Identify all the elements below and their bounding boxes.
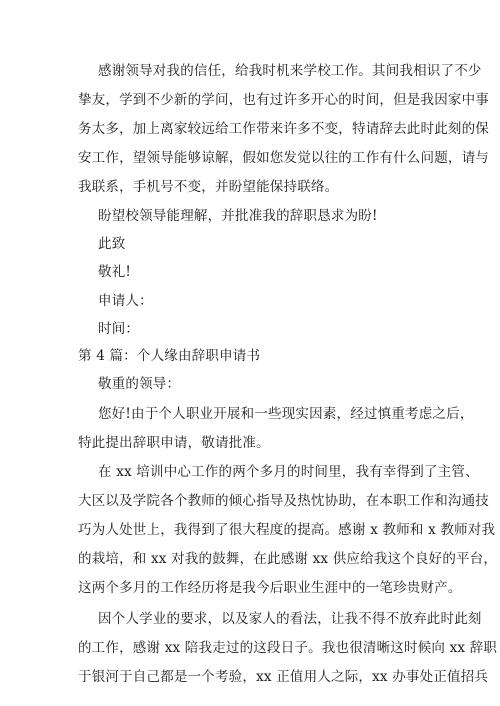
text-line: 在 xx 培训中心工作的两个多月的时间里，我有幸得到了主管、: [98, 464, 479, 480]
text-line: 您好!由于个人职业开展和一些现实因素，经过慎重考虑之后，: [98, 406, 474, 422]
text-line: 的工作，感谢 xx 陪我走过的这段日子。我也很清晰这时候向 xx 辞职: [78, 640, 498, 656]
text-line: 挚友，学到不少新的学问，也有过许多开心的时间，但是我因家中事: [78, 92, 489, 108]
text-line: 这两个多月的工作经历将是我今后职业生涯中的一笔珍贵财产。: [78, 580, 462, 596]
text-line: 务太多，加上离家较远给工作带来许多不变，特请辞去此时此刻的保: [78, 121, 489, 137]
text-line: 安工作，望领导能够谅解，假如您发觉以往的工作有什么问题，请与: [78, 150, 489, 166]
date-line: 时间：: [98, 321, 140, 337]
text-line: 于银河于自己都是一个考验，xx 正值用人之际，xx 办事处正值招兵: [78, 669, 489, 685]
text-line: 特此提出辞职申请，敬请批准。: [78, 435, 270, 451]
text-line: 的栽培，和 xx 对我的鼓舞，在此感谢 xx 供应给我这个良好的平台，: [78, 551, 498, 567]
closing-line: 敬礼!: [98, 264, 132, 280]
text-line: 大区以及学院各个教师的倾心指导及热忱协助，在本职工作和沟通技: [78, 493, 489, 509]
text-line: 巧为人处世上，我得到了很大程度的提高。感谢 x 教师和 x 教师对我: [78, 522, 496, 538]
text-line: 我联系，手机号不变，并盼望能保持联络。: [78, 179, 339, 195]
text-line: 盼望校领导能理解，并批准我的辞职恳求为盼!: [98, 208, 378, 224]
text-line: 感谢领导对我的信任，给我时机来学校工作。其间我相识了不少: [98, 63, 482, 79]
text-line: 因个人学业的要求，以及家人的看法，让我不得不放弃此时此刻: [98, 611, 482, 627]
applicant-line: 申请人：: [98, 293, 153, 309]
closing-line: 此致: [98, 236, 126, 252]
section-heading: 第 4 篇：个人缘由辞职申请书: [78, 348, 261, 364]
salutation-line: 敬重的领导：: [98, 376, 181, 392]
